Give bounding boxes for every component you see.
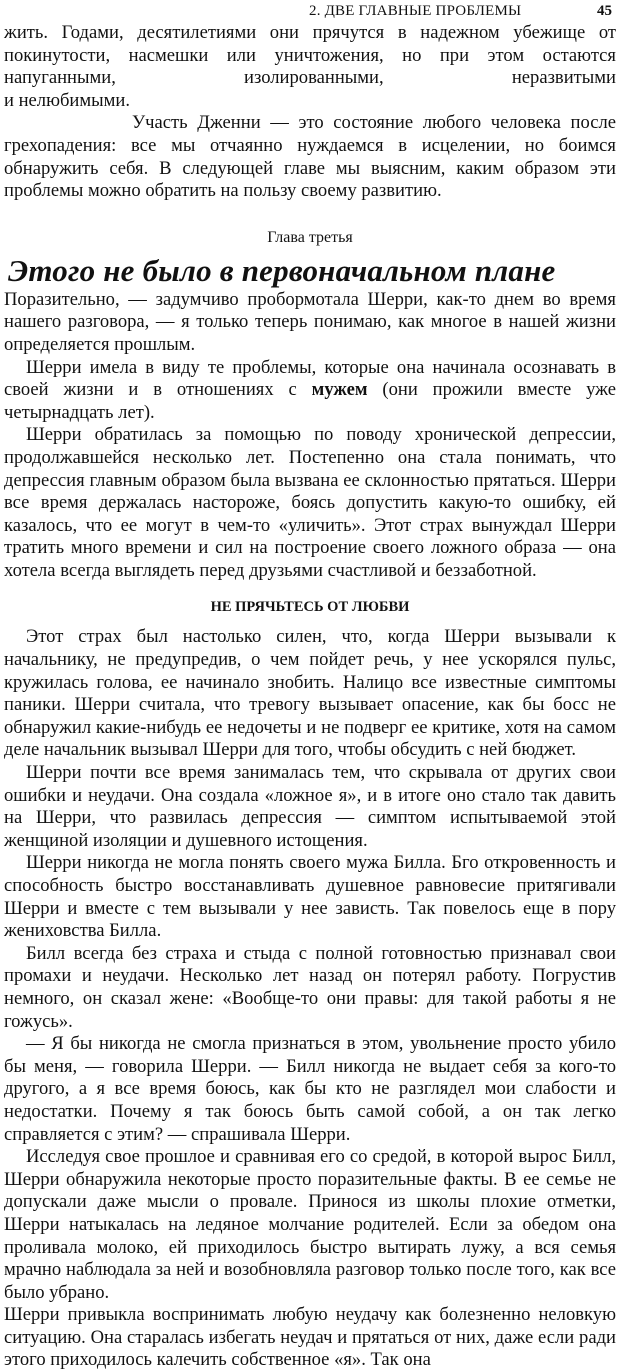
running-header [4, 0, 616, 22]
section-paragraph-2: Шерри почти все время занималась тем, что скрывала от других свои ошибки и неудачи. Она создала «ложное я», и в итоге оно стало так давить на Шерри, что развилась депрессия — симптом испытываемой этой женщиной изоляции и душевного истощения. [4, 762, 616, 851]
body-paragraph-2-emphasis: мужем [311, 379, 368, 401]
section-paragraph-5: — Я бы никогда не смогла признаться в этом, увольнение просто убило бы меня, — говорила Шерри. — Билл никогда не выдает себя за кого-то другого, а я все время боюсь, как бы кто не разглядел мои слабости и недостатки. Почему я так боюсь быть самой собой, а он так легко справляется с этим? — спрашивала Шерри. [4, 1033, 616, 1145]
body-paragraph-3: Шерри обратилась за помощью по поводу хронической депрессии, продолжавшейся несколько лет. Постепенно она стала понимать, что депрессия главным образом была вызвана ее склонностью прятаться. Шерри все время держалась настороже, боясь допустить какую-то ошибку, ей казалось, что ее могут в чем-то «уличить». Этот страх вынуждал Шерри тратить много времени и сил на построение своего ложного образа — она хотела всегда выглядеть перед друзьями счастливой и беззаботной. [4, 424, 616, 581]
chapter-label: Глава третья [267, 228, 353, 246]
section-paragraph-4: Билл всегда без страха и стыда с полной готовностью признавал свои промахи и неудачи. Несколько лет назад он потерял работу. Погрустив немного, он сказал жене: «Вообще-то они правы: для такой работы я не гожусь». [4, 942, 616, 1032]
intro-paragraph-2: Участь Дженни — это состояние любого человека после грехопадения: все мы отчаянно нуждаемся в исцелении, но боимся обнаружить себя. В следующей главе мы выясним, каким образом эти проблемы можно обратить на пользу своему развитию. [4, 112, 616, 202]
section-title: НЕ ПРЯЧЬТЕСЬ ОТ ЛЮБВИ [210, 599, 410, 616]
spacer [4, 203, 616, 227]
section-paragraph-6: Исследуя свое прошлое и сравнивая его со средой, в которой вырос Билл, Шерри обнаружила некоторые просто поразительные факты. В ее семье не допускали даже мысли о провале. Принося из школы плохие отметки, Шерри натыкалась на ледяное молчание родителей. Если за обедом она проливала молоко, ей приходилось быстро вытирать лужу, а вся семья мрачно наблюдала за ней и возобновляла разговор только после того, как все было убрано. [4, 1146, 616, 1303]
section-paragraph-1: Этот страх был настолько силен, что, когда Шерри вызывали к начальнику, не предупредив, о чем пойдет речь, у нее ускорялся пульс, кружилась голова, ее начинало знобить. Налицо все известные симптомы паники. Шерри считала, что тревогу вызывает опасение, как бы босс не обнаружил какие-нибудь ее недочеты и не подверг ее критике, хотя на самом деле начальник вызывал Шерри для того, чтобы обсудить с ней бюджет. [4, 626, 616, 761]
intro-paragraph-1: жить. Годами, десятилетиями они прячутся в надежном убежище от покинутости, насмешки или уничтожения, но при этом остаются напуганными, изолированными, неразвитыми [4, 22, 616, 89]
body-paragraph-2 [4, 357, 616, 425]
body-paragraph-2-start: Шерри имела в виду те проблемы, которые она начинала осознавать в своей жизни и в отношениях с [4, 356, 616, 401]
body-paragraph-2-end: (они прожили вместе уже четырнадцать лет). [4, 379, 617, 423]
section-paragraph-7: Шерри привыкла воспринимать любую неудачу как болезненно неловкую ситуацию. Она старалась избегать неудач и прятаться от них, даже если ради этого приходилось калечить собственное «я». Так она [4, 1304, 616, 1371]
page-number: 45 [597, 3, 612, 19]
intro-paragraph-1-tail: и нелюбимыми. [4, 89, 131, 111]
chapter-title: Этого не было в первоначальном плане [8, 252, 556, 288]
body-paragraph-1: Поразительно, — задумчиво пробормотала Шерри, как-то днем во время нашего разговора, — я только теперь понимаю, как многое в нашей жизни определяется прошлым. [4, 288, 616, 355]
running-header-title: 2. ДВЕ ГЛАВНЫЕ ПРОБЛЕМЫ [309, 3, 522, 19]
section-paragraph-3: Шерри никогда не могла понять своего мужа Билла. Бго откровенность и способность быстро восстанавливать душевное равновесие притягивали Шерри и вместе с тем вызывали у нее зависть. Так повелось еще в пору жениховства Билла. [4, 852, 616, 942]
